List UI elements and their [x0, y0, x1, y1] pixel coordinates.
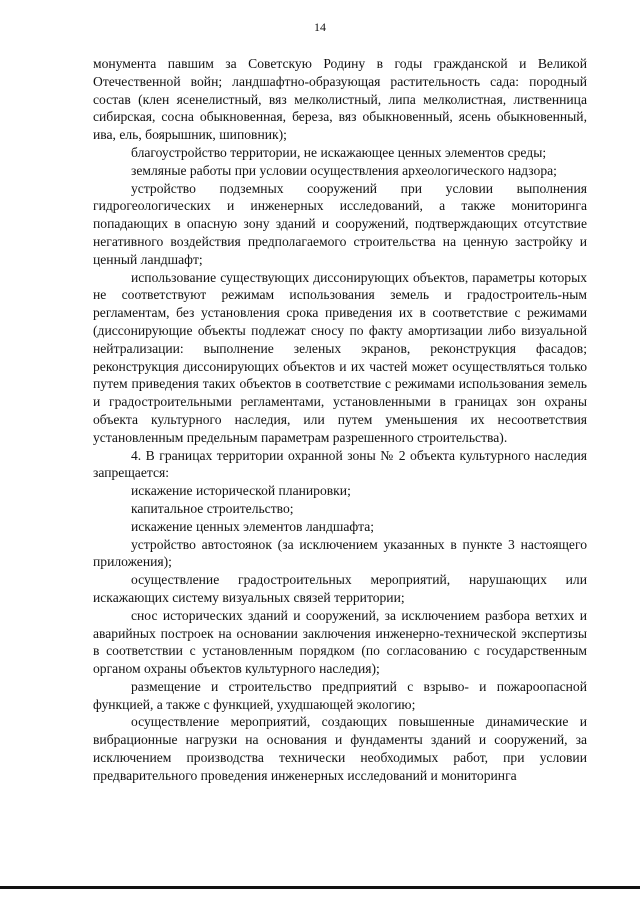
- list-item-vibration-loads: осуществление мероприятий, создающих повышенные динамические и вибрационные нагрузки на основания и фундаменты зданий и сооружений, за исключением производства технически необходимых работ, при условии предварительного проведения инженерных исследований и мониторинга: [93, 714, 587, 783]
- section-heading-zone-2: 4. В границах территории охранной зоны № 2 объекта культурного наследия запрещается:: [93, 447, 587, 481]
- list-item-capital-construction: капитальное строительство;: [131, 500, 294, 516]
- paragraph-dissonant-objects: использование существующих диссонирующих объектов, параметры которых не соответствуют режимам использования земель и градостроитель-ным регламентам, без установления срока приведения их в соответствие с режимами (диссонирующие объекты подлежат сносу по факту амортизации либо визуальной нейтрализации: выполнение зеленых экранов, реконструкция фасадов; реконструкция диссонирующих объектов и их частей может осуществляться только путем приведения таких объектов в соответствие с режимами использования земель и градостроительными регламентами, установленными в границах зон охраны объекта культурного наследия, или путем уменьшения их несоответствия установленным предельным параметрам разрешенного строительства).: [93, 269, 587, 445]
- list-item-hazardous-enterprises: размещение и строительство предприятий с взрыво- и пожароопасной функцией, а также с функцией, ухудшающей экологию;: [93, 678, 587, 712]
- paragraph-monument-continuation: монумента павшим за Советскую Родину в годы гражданской и Великой Отечественной войн; ландшафтно-образующая растительность сада: породный состав (клен ясенелистный, вяз мелколистный, липа мелколистная, лиственница сибирская, сосна обыкновенная, береза, вяз обыкновенный, ясень обыкновенный, ива, ель, боярышник, шиповник);: [93, 56, 587, 143]
- list-item-landscape-elements: искажение ценных элементов ландшафта;: [131, 518, 375, 534]
- page-number: 14: [314, 20, 326, 34]
- paragraph-earthworks: земляные работы при условии осуществления археологического надзора;: [131, 162, 557, 178]
- paragraph-underground-structures: устройство подземных сооружений при условии выполнения гидрогеологических и инженерных исследований, а также мониторинга попадающих в опасную зону зданий и сооружений, подтверждающих отсутствие негативного воздействия предполагаемого строительства на ценную застройку и ценный ландшафт;: [93, 180, 587, 267]
- document-body: [93, 55, 587, 785]
- bottom-border-line: [0, 886, 640, 889]
- list-item-parking: устройство автостоянок (за исключением указанных в пункте 3 настоящего приложения);: [93, 536, 587, 570]
- paragraph-landscaping: благоустройство территории, не искажающее ценных элементов среды;: [131, 144, 547, 160]
- list-item-historic-layout: искажение исторической планировки;: [131, 483, 351, 499]
- list-item-visual-links: осуществление градостроительных мероприятий, нарушающих или искажающих систему визуальных связей территории;: [93, 572, 587, 605]
- list-item-demolition: снос исторических зданий и сооружений, за исключением разбора ветхих и аварийных построек на основании заключения инженерно-технической экспертизы в соответствии с установленным порядком (по согласованию с государственным органом охраны объектов культурного наследия);: [93, 607, 587, 677]
